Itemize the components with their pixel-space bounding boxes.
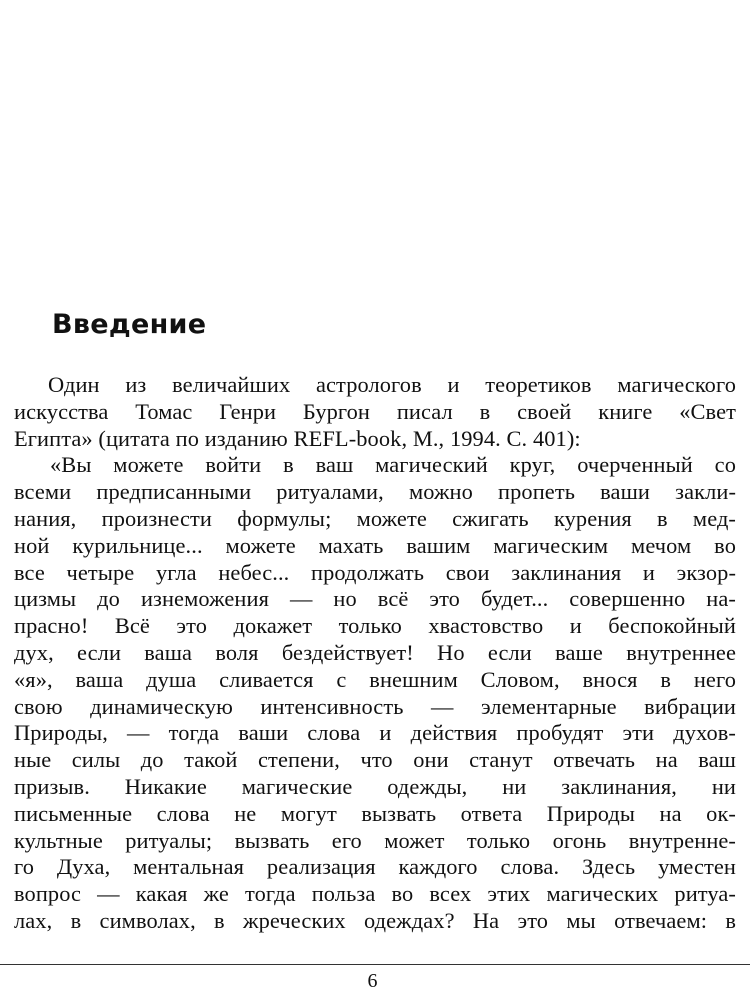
text-line: искусства Томас Генри Бургон писал в своей книге «Свет xyxy=(14,398,736,424)
text-line: письменные слова не могут вызвать ответа Природы на ок- xyxy=(14,800,736,826)
paragraph-intro xyxy=(14,372,736,452)
text-line: дух, если ваша воля бездействует! Но если ваше внутреннее xyxy=(14,639,736,665)
footer-divider xyxy=(0,964,750,965)
text-line: лах, в символах, в жреческих одеждах? На это мы отвечаем: в xyxy=(14,907,736,933)
text-line: Египта» (цитата по изданию REFL-book, М., 1994. С. 401): xyxy=(14,425,581,451)
text-line: ной курильнице... можете махать вашим магическим мечом во xyxy=(14,532,736,558)
chapter-title: Введение xyxy=(52,309,207,340)
text-line: свою динамическую интенсивность — элементарные вибрации xyxy=(14,693,736,719)
text-line: все четыре угла небес... продолжать свои заклинания и экзор- xyxy=(14,559,736,585)
text-line: всеми предписанными ритуалами, можно пропеть ваши закли- xyxy=(14,479,736,505)
page-number: 6 xyxy=(367,970,378,992)
text-line: Природы, — тогда ваши слова и действия пробудят эти духов- xyxy=(14,720,736,746)
text-line: Один из величайших астрологов и теоретиков магического xyxy=(48,372,736,397)
text-line: культные ритуалы; вызвать его может только огонь внутренне- xyxy=(14,827,736,853)
paragraph-quote xyxy=(14,452,736,934)
text-line: «Вы можете войти в ваш магический круг, очерченный со xyxy=(50,452,736,478)
text-line: прасно! Всё это докажет только хвастовство и беспокойный xyxy=(14,613,736,639)
text-line: вопрос — какая же тогда польза во всех этих магических ритуа- xyxy=(14,881,736,907)
text-line: цизмы до изнеможения — но всё это будет... совершенно на- xyxy=(14,586,736,612)
text-line: го Духа, ментальная реализация каждого слова. Здесь уместен xyxy=(14,854,736,880)
body-text xyxy=(14,372,736,935)
text-line: нания, произнести формулы; можете сжигать курения в мед- xyxy=(14,505,736,531)
text-line: призыв. Никакие магические одежды, ни заклинания, ни xyxy=(14,773,736,799)
text-line: ные силы до такой степени, что они станут отвечать на ваш xyxy=(14,747,736,773)
text-line: «я», ваша душа сливается с внешним Словом, внося в него xyxy=(14,666,736,692)
